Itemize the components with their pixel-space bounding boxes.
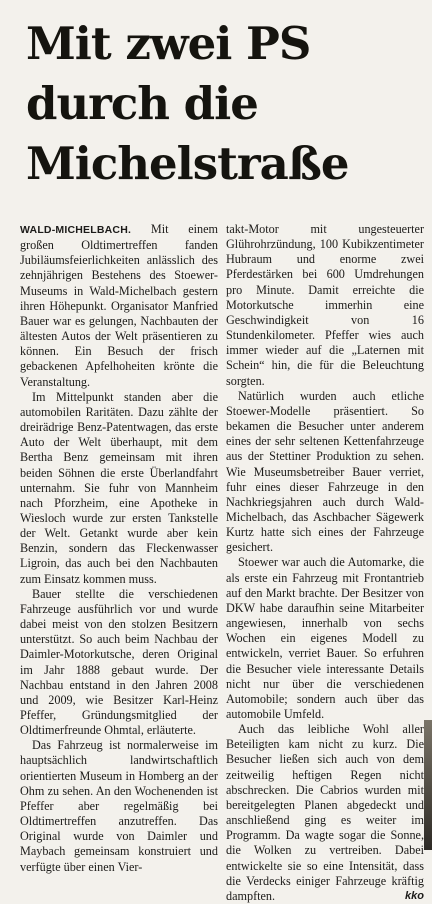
paragraph-text: Mit einem großen Oldtimertreffen fanden Jubiläumsfeierlichkeiten anlässlich des zehnjährigen Bestehens des Stoewer-Museums in Wald-Michelbach gestern ihren Höhepunkt. Organisator Manfried Bauer war es gelungen, Nachbauten der ältesten Autos der Welt präsentieren zu können. Ein Besuch der frisch gebackenen Apfelhoheiten krönte die Veranstaltung. xyxy=(20,222,218,389)
article-paragraph: Bauer stellte die verschiedenen Fahrzeuge ausführlich vor und wurde dabei meist von den stolzen Besitzern unterstützt. So auch beim Nachbau der Daimler-Motorkutsche, deren Original im Jahr 1888 gebaut wurde. Der Nachbau entstand in den Jahren 2008 und 2009, wie Besitzer Karl-Heinz Pfeffer, Gründungsmitglied der Oldtimerfreunde Ohmtal, erläuterte. xyxy=(20,586,218,738)
article-paragraph: Das Fahrzeug ist normalerweise im hauptsächlich landwirtschaftlich orientierten Museum in Homberg an der Ohm zu sehen. An den Wochenenden ist Pfeffer aber regelmäßig bei Oldtimertreffen anzutreffen. Das Original wurde von Daimler und Maybach gemeinsam konstruiert und verfügte über einen Vier- xyxy=(20,738,218,874)
article-column-right xyxy=(226,222,424,904)
bleed-through-text xyxy=(230,0,432,8)
headline-line: durch die xyxy=(26,77,258,130)
adjacent-photo-edge xyxy=(424,720,432,850)
article-paragraph: Im Mittelpunkt standen aber die automobilen Raritäten. Dazu zählte der dreirädrige Benz-Patentwagen, das erste Auto der Welt überhaupt, mit dem Bertha Benz gemeinsam mit ihren beiden Söhnen die erste Überlandfahrt unternahm. Sie fuhr von Mannheim nach Pforzheim, eine Apotheke in Wiesloch wurde zur ersten Tankstelle der Welt. Getankt wurde aber kein Benzin, sondern das Fleckenwasser Ligroin, das auch bei den Nachbauten zum Einsatz kommen muss. xyxy=(20,389,218,586)
article-headline xyxy=(26,14,406,194)
article-column-left xyxy=(20,222,218,875)
headline-line: Michelstraße xyxy=(26,137,349,190)
article-paragraph: Stoewer war auch die Automarke, die als erste ein Fahrzeug mit Frontantrieb auf den Markt brachte. Der Besitzer von DKW habe daraufhin seine Mitarbeiter angewiesen, innerhalb von sechs Wochen ein eigenes Modell zu entwickeln, verriet Bauer. So erfuhren die Besucher viele interessante Details nicht nur über die verschiedenen Automobile; sondern auch über das automobile Umfeld. xyxy=(226,555,424,721)
article-paragraph xyxy=(20,222,218,390)
dateline: WALD-MICHELBACH. xyxy=(20,224,132,236)
paragraph-text: Auch das leibliche Wohl aller Beteiligten kam nicht zu kurz. Die Besucher ließen sich auch von dem zeitweilig heftigen Regen nicht abschrecken. Die Cabrios wurden mit bereitgelegten Planen abgedeckt und anschließend ging es weiter im Programm. Da wagte sogar die Sonne, die Wolken zu vertreiben. Dabei entwickelte sie so eine Intensität, dass die Verdecks einiger Fahrzeuge kräftig dampften. xyxy=(226,722,424,903)
article-paragraph: Natürlich wurden auch etliche Stoewer-Modelle präsentiert. So bekamen die Besucher unter anderem eines der sehr seltenen Kettenfahrzeuge aus der Stettiner Produktion zu sehen. Wie Museumsbetreiber Bauer verriet, fuhr eines dieser Fahrzeuge in den Nachkriegsjahren auch durch Wald-Michelbach, das Aschbacher Sägewerk Kurtz hatte sich eines der Fahrzeuge gesichert. xyxy=(226,388,424,555)
article-paragraph xyxy=(226,722,424,904)
article-paragraph: takt-Motor mit ungesteuerter Glührohrzündung, 100 Kubikzentimeter Hubraum und enorme zwei Pferdestärken bei 600 Umdrehungen pro Minute. Damit erreichte die Motorkutsche immerhin eine Geschwindigkeit von 16 Stundenkilometer. Pfeffer wies auch immer wieder auf die „Laternen mit Schein“ hin, die für die Beleuchtung sorgten. xyxy=(226,222,424,388)
author-initials: kko xyxy=(405,889,424,902)
headline-line: Mit zwei PS xyxy=(26,17,311,70)
